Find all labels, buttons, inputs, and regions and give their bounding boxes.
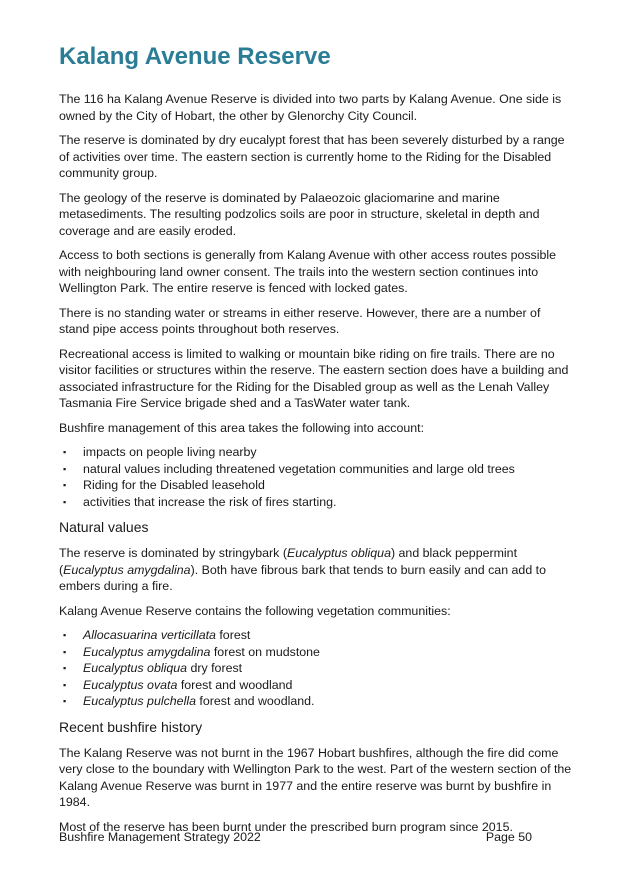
section-heading-natural-values: Natural values: [59, 519, 149, 535]
list-item: ▪ Allocasuarina verticillata forest: [63, 628, 251, 642]
paragraph-dominant-species: The reserve is dominated by stringybark (Eucalyptus obliqua) and black peppermint (Eucalyptus amygdalina). Both have fibrous bark that tends to burn easily and can add to embers during a fire.: [59, 546, 546, 593]
paragraph-communities-intro: Kalang Avenue Reserve contains the following vegetation communities:: [59, 603, 451, 618]
list-item: ▪ activities that increase the risk of fires starting.: [63, 494, 337, 509]
bullet-icon: ▪: [63, 679, 67, 690]
paragraph-geology: The geology of the reserve is dominated by Palaeozoic glaciomarine and marine metasediments. The resulting podzolics soils are poor in structure, skeletal in depth and coverage and are easily eroded.: [59, 190, 540, 238]
page-number: Page 50: [485, 830, 532, 844]
bullet-icon: ▪: [63, 496, 67, 507]
paragraph-intro-2: The reserve is dominated by dry eucalypt forest that has been severely disturbed by a range of activities over time. The eastern section is currently home to the Riding for the Disabled community group.: [59, 133, 565, 180]
list-item: ▪ Eucalyptus ovata forest and woodland: [63, 677, 293, 692]
bullet-icon: ▪: [63, 463, 67, 474]
paragraph-history: The Kalang Reserve was not burnt in the 1967 Hobart bushfires, although the fire did come very close to the boundary with Wellington Park to the west. Part of the western section of the Kalang Avenue Reserve was burnt in 1977 and the entire reserve was burnt by bushfire in 1984.: [59, 745, 572, 809]
bullet-icon: ▪: [63, 663, 67, 673]
bullet-icon: ▪: [63, 646, 67, 657]
vegetation-communities-list: [59, 627, 574, 710]
paragraph-intro-1: The 116 ha Kalang Avenue Reserve is divided into two parts by Kalang Avenue. One side is owned by the City of Hobart, the other by Glenorchy City Council.: [59, 92, 562, 123]
bullet-icon: ▪: [63, 480, 67, 490]
section-heading-bushfire-history: Recent bushfire history: [59, 718, 203, 735]
considerations-list: [59, 444, 574, 510]
paragraph-management: Bushfire management of this area takes the following into account:: [59, 420, 425, 435]
page-title: Kalang Avenue Reserve: [59, 43, 331, 70]
list-item: ▪ Eucalyptus obliqua dry forest: [63, 661, 243, 675]
list-item: ▪ impacts on people living nearby: [63, 445, 257, 459]
bullet-icon: ▪: [63, 447, 67, 457]
page-footer: [59, 829, 532, 845]
list-item: ▪ natural values including threatened vegetation communities and large old trees: [63, 461, 515, 476]
footer-document-title: Bushfire Management Strategy 2022: [59, 830, 261, 844]
list-item: ▪ Riding for the Disabled leasehold: [63, 478, 265, 492]
bullet-icon: ▪: [63, 696, 67, 706]
bullet-icon: ▪: [63, 630, 67, 640]
paragraph-water: There is no standing water or streams in either reserve. However, there are a number of stand pipe access points throughout both reserves.: [59, 305, 541, 336]
paragraph-prescribed-burns: Most of the reserve has been burnt under the prescribed burn program since 2015.: [59, 819, 513, 834]
list-item: ▪ Eucalyptus amygdalina forest on mudstone: [63, 644, 320, 659]
list-item: ▪ Eucalyptus pulchella forest and woodland.: [63, 694, 315, 708]
paragraph-access: Access to both sections is generally from Kalang Avenue with other access routes possible with neighbouring land owner consent. The trails into the western section continues into Wellington Park. The entire reserve is fenced with locked gates.: [59, 248, 557, 295]
paragraph-recreation: Recreational access is limited to walking or mountain bike riding on fire trails. There are no visitor facilities or structures within the reserve. The eastern section does have a building and associated infrastructure for the Riding for the Disabled group as well as the Lenah Valley Tasmania Fire Service brigade shed and a TasWater water tank.: [59, 346, 569, 410]
